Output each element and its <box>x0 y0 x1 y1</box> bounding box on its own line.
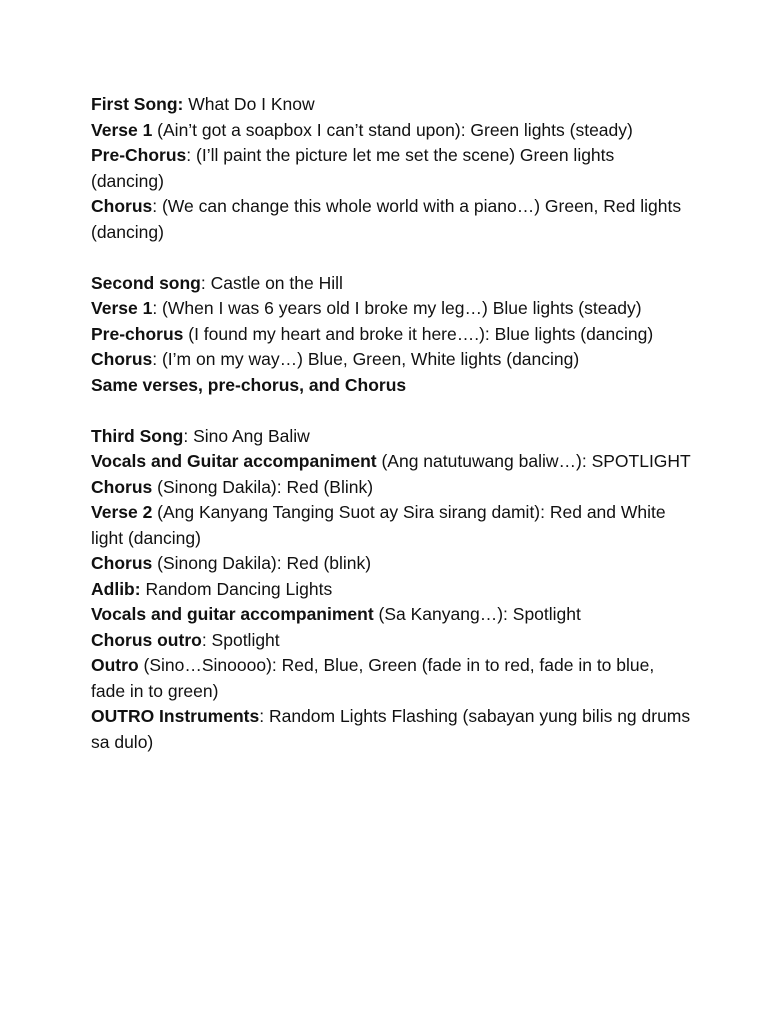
second-song-pre-chorus <box>91 322 691 348</box>
heading-value: : Sino Ang Baliw <box>183 425 310 446</box>
line-label: Chorus <box>91 553 153 573</box>
line-label: Pre-chorus <box>91 323 184 344</box>
line-text: : (We can change this whole world with a piano…) Green, Red lights (dancing) <box>91 196 682 242</box>
third-song-outro <box>91 653 691 704</box>
third-song-chorus <box>91 475 691 501</box>
line-text: (Sino…Sinoooo): Red, Blue, Green (fade in to red, fade in to blue, fade in to green) <box>91 655 655 701</box>
section-spacer <box>91 398 691 424</box>
first-song-heading <box>91 92 691 118</box>
third-song-vocals-guitar <box>91 449 691 475</box>
line-text: : (I’m on my way…) Blue, Green, White lights (dancing) <box>152 349 580 369</box>
line-label: Vocals and Guitar accompaniment <box>91 451 377 471</box>
second-song-note <box>91 373 691 399</box>
heading-label: Second song <box>91 272 201 293</box>
section-spacer <box>91 245 691 271</box>
third-song-verse-2 <box>91 500 691 551</box>
line-label: Pre-Chorus <box>91 145 187 165</box>
line-label: Chorus <box>91 196 153 216</box>
line-text: : Random Lights Flashing (sabayan yung bilis ng drums sa dulo) <box>91 706 691 752</box>
line-label: Verse 1 <box>91 119 153 140</box>
line-label: Same verses, pre-chorus, and Chorus <box>91 374 407 395</box>
line-text: (I found my heart and broke it here….): Blue lights (dancing) <box>183 323 654 344</box>
second-song-heading <box>91 271 691 297</box>
line-label: Chorus <box>91 349 153 369</box>
line-text: : (I’ll paint the picture let me set the scene) Green lights (dancing) <box>91 145 615 191</box>
third-song-adlib <box>91 577 691 603</box>
heading-value: : Castle on the Hill <box>200 272 343 293</box>
first-song-verse-1 <box>91 118 691 144</box>
line-text: (Ain’t got a soapbox I can’t stand upon): Green lights (steady) <box>152 119 633 140</box>
third-song-chorus-outro <box>91 628 691 654</box>
third-song-outro-instruments <box>91 704 691 755</box>
line-text: Random Dancing Lights <box>140 578 333 599</box>
document-page <box>91 92 691 755</box>
heading-value: What Do I Know <box>183 94 315 114</box>
second-song-verse-1 <box>91 296 691 322</box>
third-song-chorus-2 <box>91 551 691 577</box>
line-text: (Sinong Dakila): Red (Blink) <box>152 476 374 497</box>
line-text: (Ang natutuwang baliw…): SPOTLIGHT <box>376 451 691 471</box>
line-text: : (When I was 6 years old I broke my leg…) Blue lights (steady) <box>152 298 642 318</box>
first-song-chorus <box>91 194 691 245</box>
third-song-heading <box>91 424 691 450</box>
first-song-pre-chorus <box>91 143 691 194</box>
line-text: : Spotlight <box>201 629 280 650</box>
line-label: Vocals and guitar accompaniment <box>91 604 374 624</box>
line-label: Adlib: <box>91 578 141 599</box>
third-song-vocals-guitar-2 <box>91 602 691 628</box>
line-text: (Sinong Dakila): Red (blink) <box>152 553 372 573</box>
line-label: Chorus <box>91 476 153 497</box>
line-text: (Sa Kanyang…): Spotlight <box>373 604 581 624</box>
heading-label: First Song: <box>91 94 184 114</box>
line-label: Verse 1 <box>91 298 153 318</box>
line-label: OUTRO Instruments <box>91 706 260 726</box>
heading-label: Third Song <box>91 425 184 446</box>
line-label: Verse 2 <box>91 502 153 522</box>
second-song-chorus <box>91 347 691 373</box>
line-label: Outro <box>91 655 139 675</box>
line-text: (Ang Kanyang Tanging Suot ay Sira sirang damit): Red and White light (dancing) <box>91 502 666 548</box>
line-label: Chorus outro <box>91 629 202 650</box>
